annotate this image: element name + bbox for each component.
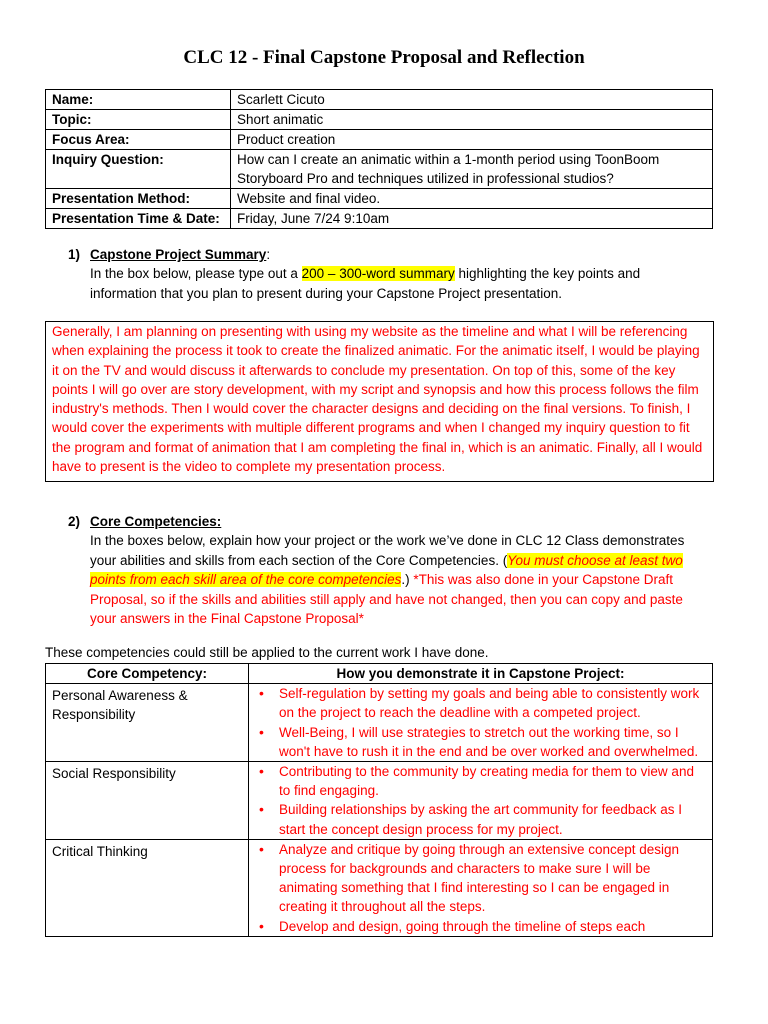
list-item: • Building relationships by asking the art community for feedback as I start the concept design process for my project. <box>279 800 704 838</box>
info-label: Topic: <box>46 110 231 130</box>
info-value: Scarlett Cicuto <box>231 90 713 110</box>
list-item: • Analyze and critique by going through an extensive concept design process for backgrounds and characters to make sure I will be animating something that I find interesting so I can be engaged in creating it throughout all the steps. <box>279 840 704 917</box>
section-number: 2) <box>68 514 81 529</box>
section-1-instructions <box>90 264 710 303</box>
info-table <box>45 89 713 229</box>
info-value: How can I create an animatic within a 1-month period using ToonBoom Storyboard Pro and techniques utilized in professional studios? <box>231 150 713 189</box>
section-title: Capstone Project Summary <box>90 247 267 262</box>
info-value: Short animatic <box>231 110 713 130</box>
table-header-row <box>46 664 713 684</box>
section-number: 1) <box>68 247 81 262</box>
competency-name: Personal Awareness & Responsibility <box>46 684 249 762</box>
competency-name: Critical Thinking <box>46 839 249 936</box>
highlighted-word-count: 200 – 300-word summary <box>301 266 455 281</box>
info-row-focus-area <box>46 130 713 150</box>
table-row <box>46 684 713 762</box>
competencies-table <box>45 663 713 937</box>
info-label: Presentation Time & Date: <box>46 209 231 229</box>
info-label: Focus Area: <box>46 130 231 150</box>
column-header-competency: Core Competency: <box>46 664 249 684</box>
instruction-text: In the box below, please type out a <box>90 266 302 281</box>
info-value: Product creation <box>231 130 713 150</box>
competency-answer[interactable] <box>249 762 713 840</box>
section-2-heading <box>68 512 221 532</box>
info-label: Inquiry Question: <box>46 150 231 189</box>
competencies-intro: These competencies could still be applied to the current work I have done. <box>45 645 489 660</box>
list-item: • Self-regulation by setting my goals and being able to consistently work on the project to reach the deadline with a competed project. <box>279 684 704 722</box>
red-note: *This was also done in your Capstone Draft Proposal, so if the skills and abilities still apply and have not changed, then you can copy and paste your answers in the Final Capstone Proposal* <box>90 572 683 626</box>
list-item: • Well-Being, I will use strategies to stretch out the working time, so I won't have to rush it in the end and be over worked and overwhelmed. <box>279 723 704 761</box>
summary-answer-box[interactable]: Generally, I am planning on presenting with using my website as the timeline and what I will be referencing when explaining the process it took to create the finalized animatic. For the animatic itself, I would be playing it on the TV and would discuss it afterwards to conclude my presentation. On top of this, some of the key points I will go over are story development, with my script and synopsis and how this process follows the film industry's methods. Then I would cover the character designs and deciding on the final versions. To finish, I would cover the experiments with multiple different programs and when I changed my inquiry question to fit the program and format of animation that I am completing the final in, which is an animatic. Finally, all I would have to present is the video to complete my presentation process. <box>45 321 714 482</box>
page-title: CLC 12 - Final Capstone Proposal and Reflection <box>183 47 585 68</box>
section-title: Core Competencies: <box>90 514 222 529</box>
instruction-text: .) <box>401 572 414 587</box>
info-label: Name: <box>46 90 231 110</box>
list-item: • Develop and design, going through the timeline of steps each <box>279 917 704 936</box>
highlighted-requirement: You must choose at least two points from each skill area of the core competencies <box>90 552 683 587</box>
section-2-instructions <box>90 531 710 629</box>
section-colon: : <box>266 247 271 262</box>
instruction-text: highlighting the key points and information that you plan to present during your Capstone Project presentation. <box>90 266 641 301</box>
competency-name: Social Responsibility <box>46 762 249 840</box>
instruction-text: In the boxes below, explain how your project or the work we’ve done in CLC 12 Class demonstrates your abilities and skills from each section of the Core Competencies. ( <box>90 533 685 568</box>
section-1-heading <box>68 245 270 265</box>
table-row <box>46 762 713 840</box>
info-label: Presentation Method: <box>46 189 231 209</box>
info-value: Friday, June 7/24 9:10am <box>231 209 713 229</box>
competency-answer[interactable] <box>249 684 713 762</box>
info-row-presentation-time <box>46 209 713 229</box>
info-row-inquiry-question <box>46 150 713 189</box>
list-item: • Contributing to the community by creating media for them to view and to find engaging. <box>279 762 704 800</box>
info-row-name <box>46 90 713 110</box>
info-row-topic <box>46 110 713 130</box>
table-row <box>46 839 713 936</box>
competency-answer[interactable] <box>249 839 713 936</box>
info-value: Website and final video. <box>231 189 713 209</box>
column-header-demonstration: How you demonstrate it in Capstone Project: <box>249 664 713 684</box>
info-row-presentation-method <box>46 189 713 209</box>
